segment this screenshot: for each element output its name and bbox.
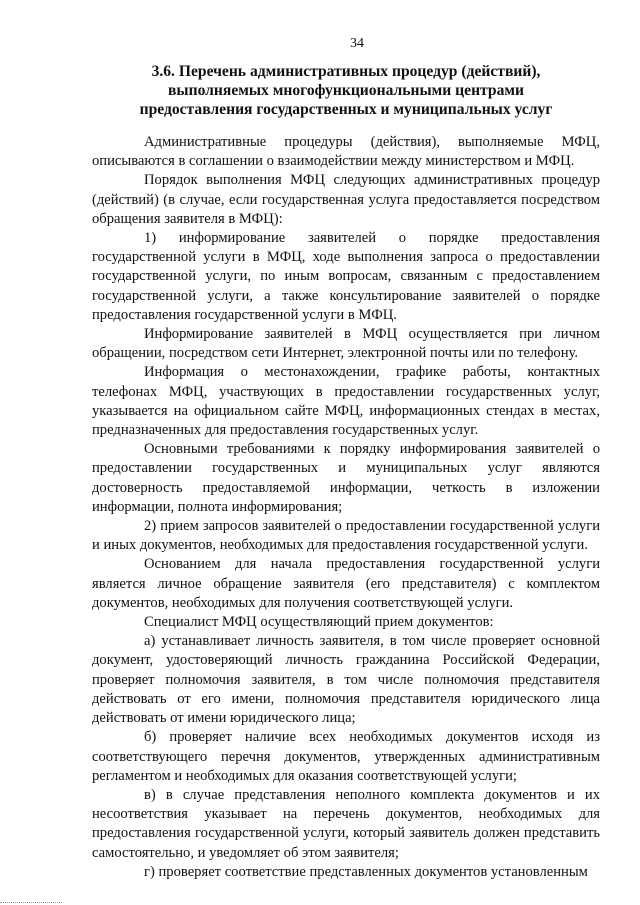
paragraph-informing-channels: Информирование заявителей в МФЦ осуществляется при личном обращении, посредством сети Интернет, электронной почты или по телефону. — [92, 326, 600, 362]
paragraph-specialist-duties: Специалист МФЦ осуществляющий прием документов: — [144, 614, 494, 631]
paragraph-item-v: в) в случае представления неполного комплекта документов и их несоответствия указывает на перечень документов, необходимых для предоставления государственной услуги, который заявитель должен представить самостоятельно, и уведомляет об этом заявителя; — [92, 786, 600, 861]
paragraph-basis-for-start: Основанием для начала предоставления государственной услуги является личное обращение заявителя (его представителя) с комплектом документов, необходимых для получения соответствующей услуги. — [92, 556, 600, 611]
paragraph-mfc-procedures: Административные процедуры (действия), выполняемые МФЦ, описываются в соглашении о взаимодействии между министерством и МФЦ. — [92, 134, 600, 170]
paragraph-item-b: б) проверяет наличие всех необходимых документов исходя из соответствующего перечня документов, утвержденных административным регламентом и необходимых для оказания соответствующей услуги; — [92, 729, 600, 784]
section-title-line-2: выполняемых многофункциональными центрами — [168, 82, 524, 99]
section-title-line-1: 3.6. Перечень административных процедур (действий), — [151, 63, 541, 80]
paragraph-item-a: а) устанавливает личность заявителя, в том числе проверяет основной документ, удостоверяющий личность гражданина Российской Федерации, проверяет полномочия заявителя, в том числе полномочия представителя действовать от его имени, полномочия представителя юридического лица действовать от имени юридического лица; — [92, 633, 600, 727]
body-text — [92, 133, 600, 882]
paragraph-mfc-location-info: Информация о местонахождении, графике работы, контактных телефонах МФЦ, участвующих в предоставлении государственных услуг, указывается на официальном сайте МФЦ, информационных стендах в местах, предназначенных для предоставления государственных услуг. — [92, 364, 600, 439]
paragraph-item-g: г) проверяет соответствие представленных документов установленным — [144, 863, 588, 880]
paragraph-item-2-reception: 2) прием запросов заявителей о предоставлении государственной услуги и иных документов, необходимых для предоставления государственной услуги. — [92, 518, 600, 554]
section-title — [86, 62, 606, 119]
paragraph-procedure-order: Порядок выполнения МФЦ следующих административных процедур (действий) (в случае, если государственная услуга предоставляется посредством обращения заявителя в МФЦ): — [92, 172, 600, 227]
document-page — [92, 36, 600, 882]
paragraph-informing-requirements: Основными требованиями к порядку информирования заявителей о предоставлении государственных и муниципальных услуг являются достоверность предоставляемой информации, четкость в изложении информации, полнота информирования; — [92, 441, 600, 515]
paragraph-item-1-informing: 1) информирование заявителей о порядке предоставления государственной услуги в МФЦ, ходе выполнения запроса о предоставлении государственной услуги, по иным вопросам, связанным с предоставлением государственной услуги, а также консультирование заявителей о порядке предоставления государственной услуги в МФЦ. — [92, 230, 600, 323]
page-number: 34 — [350, 36, 364, 51]
section-title-line-3: предоставления государственных и муниципальных услуг — [139, 101, 553, 118]
